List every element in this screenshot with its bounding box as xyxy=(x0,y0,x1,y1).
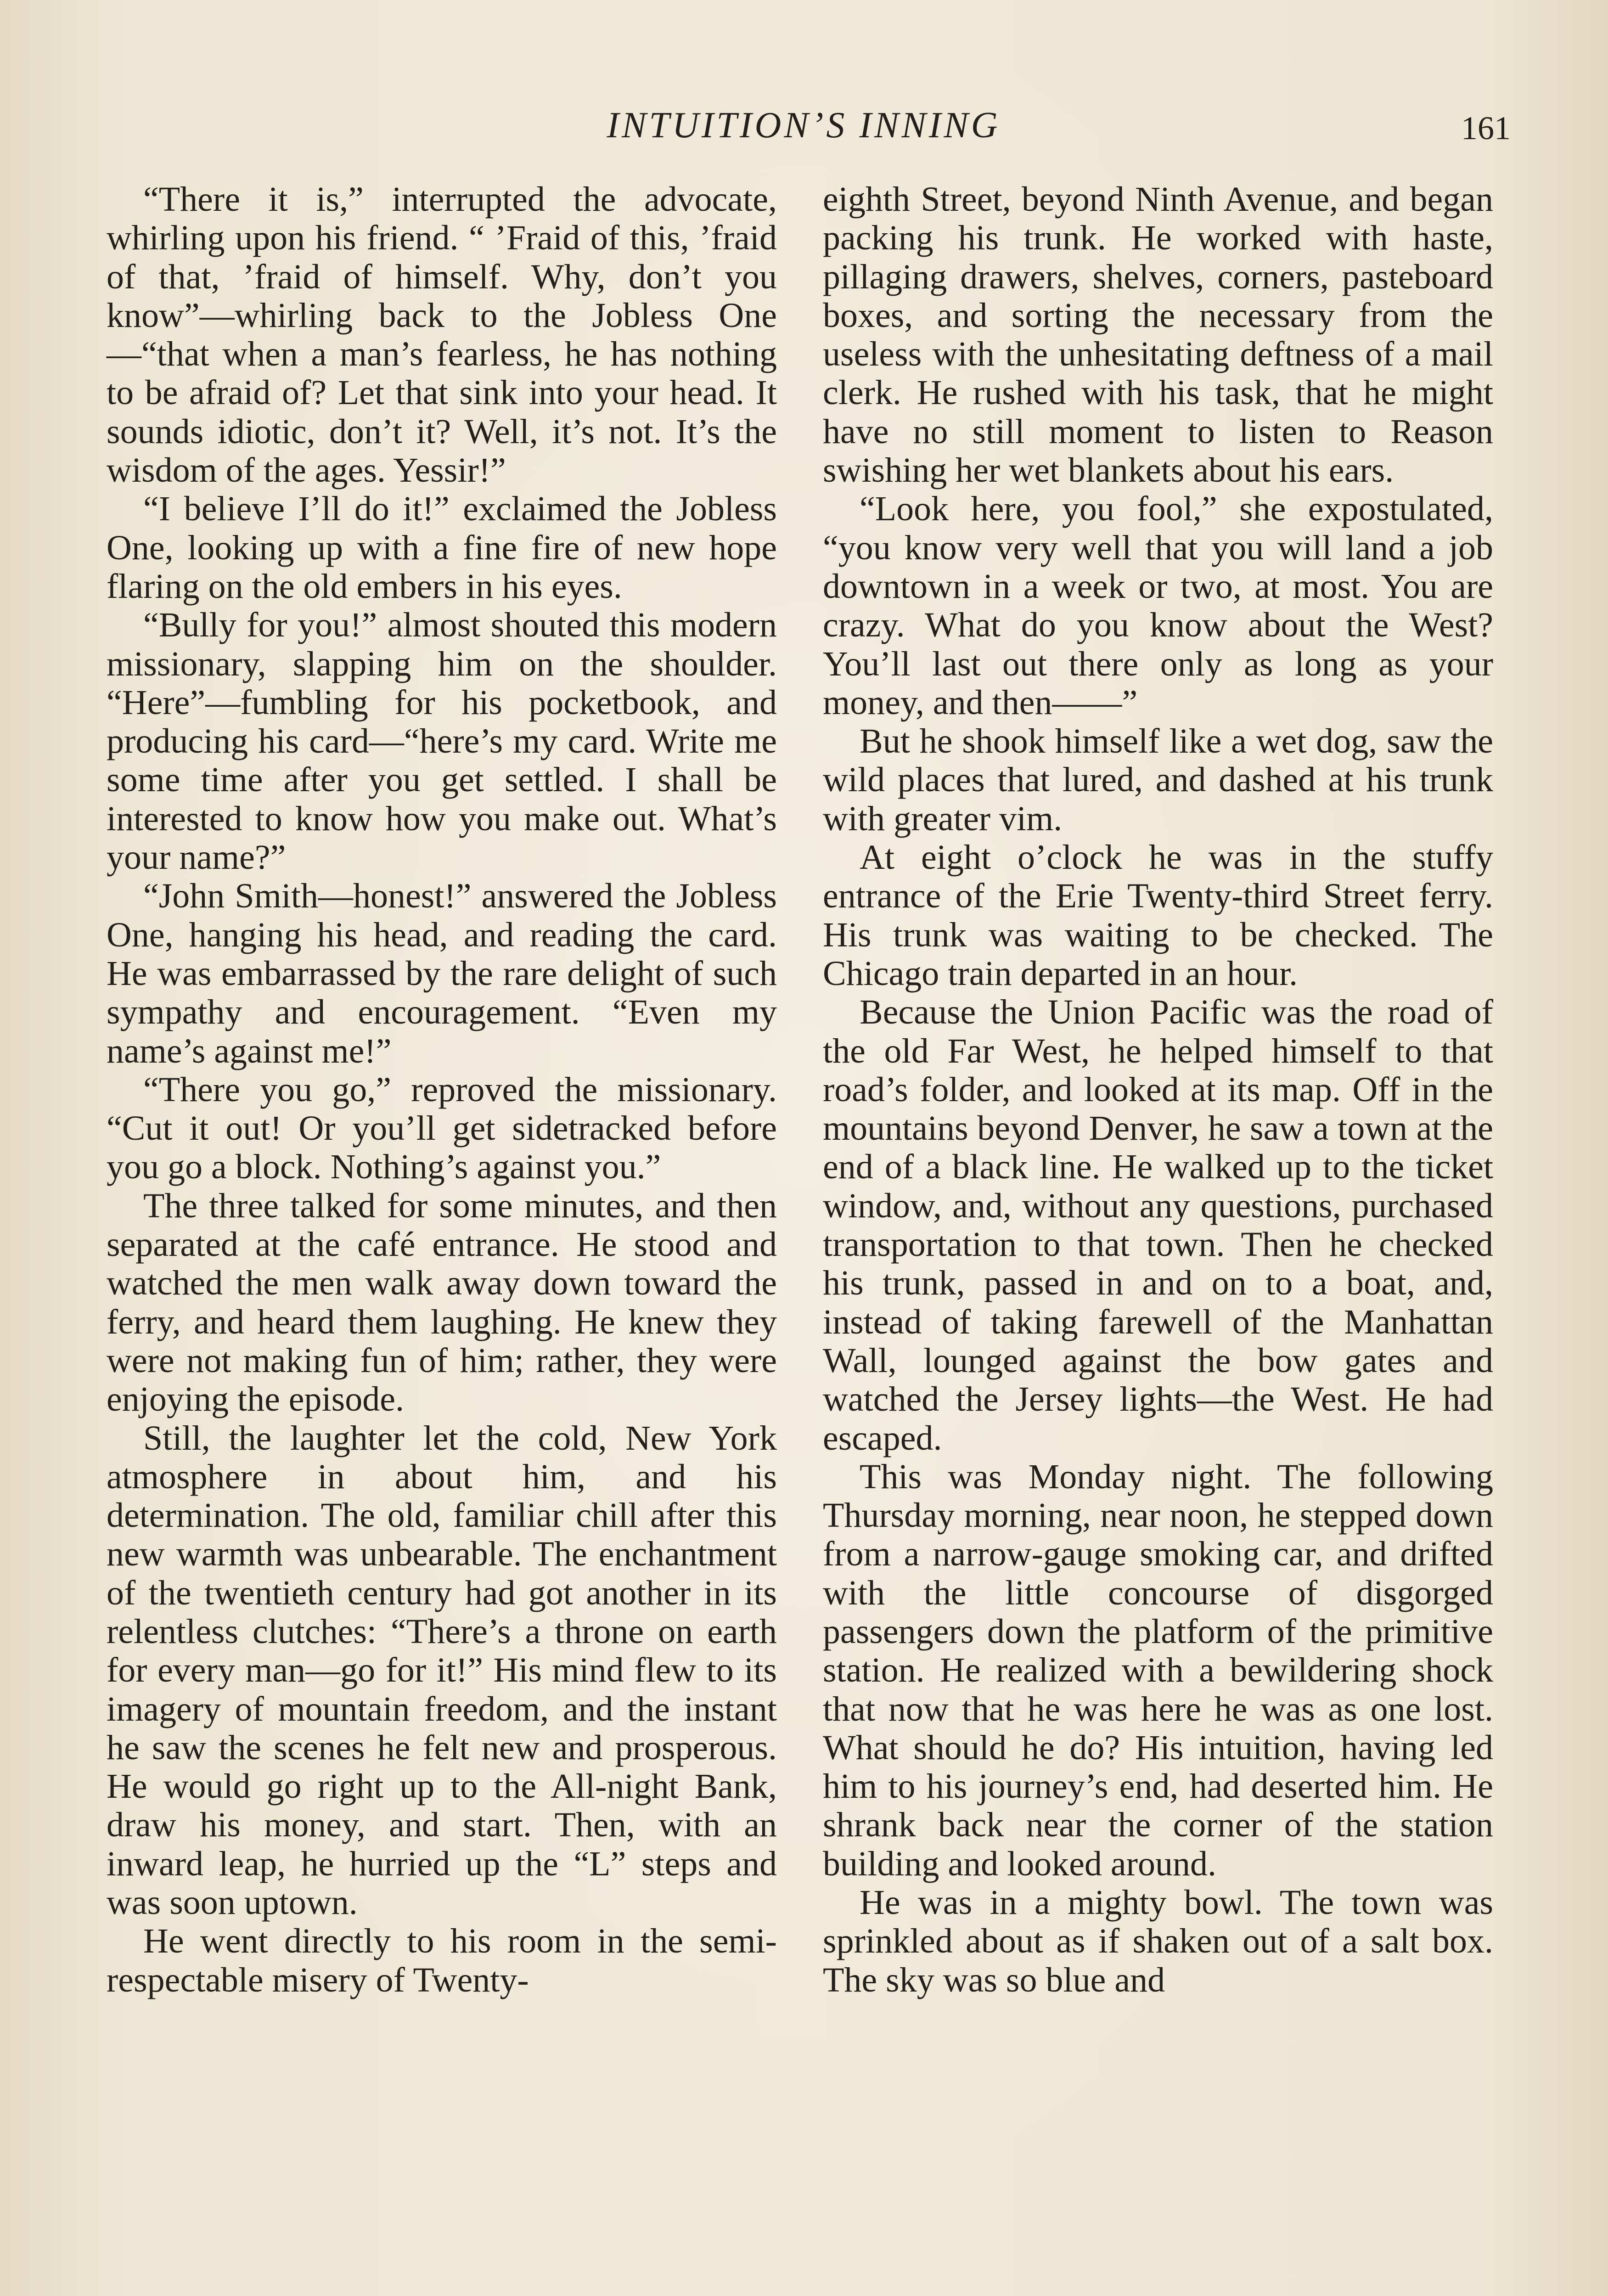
running-head: INTUITION’S INNING xyxy=(607,105,1001,146)
paragraph: Because the Union Pacific was the road of the old Far West, he helped himself to that road’s folder, and looked at its map. Off in the mountains beyond Denver, he saw a town at the end of a black line. He walked up to the ticket window, and, without any questions, purchased transportation to that town. Then he checked his trunk, passed in and on to a boat, and, instead of taking farewell of the Manhattan Wall, lounged against the bow gates and watched the Jersey lights—the West. He had escaped. xyxy=(823,993,1493,1458)
paragraph: He went directly to his room in the semi-respectable misery of Twenty- xyxy=(107,1922,777,1999)
right-column xyxy=(823,180,1493,1999)
paragraph: “Look here, you fool,” she expostulated, “you know very well that you will land a job downtown in a week or two, at most. You are crazy. What do you know about the West? You’ll last out there only as long as your money, and then——” xyxy=(823,490,1493,722)
paragraph: He was in a mighty bowl. The town was sprinkled about as if shaken out of a salt box. The sky was so blue and xyxy=(823,1883,1493,1999)
paragraph: This was Monday night. The following Thursday morning, near noon, he stepped down from a narrow-gauge smoking car, and drifted with the little concourse of disgorged passengers down the platform of the primitive station. He realized with a bewildering shock that now that he was here he was as one lost. What should he do? His intuition, having led him to his journey’s end, had deserted him. He shrank back near the corner of the station building and looked around. xyxy=(823,1457,1493,1883)
left-column xyxy=(107,180,777,1999)
paragraph-continuation: eighth Street, beyond Ninth Avenue, and began packing his trunk. He worked with haste, pillaging drawers, shelves, corners, pasteboard boxes, and sorting the necessary from the useless with the unhesitating deftness of a mail clerk. He rushed with his task, that he might have no still moment to listen to Reason swishing her wet blankets about his ears. xyxy=(823,180,1493,490)
paragraph: “Bully for you!” almost shouted this modern missionary, slapping him on the shoulder. “Here”—fumbling for his pocketbook, and producing his card—“here’s my card. Write me some time after you get settled. I shall be interested to know how you make out. What’s your name?” xyxy=(107,606,777,877)
paragraph: But he shook himself like a wet dog, saw the wild places that lured, and dashed at his trunk with greater vim. xyxy=(823,722,1493,838)
paragraph: “John Smith—honest!” answered the Jobless One, hanging his head, and reading the card. He was embarrassed by the rare delight of such sympathy and encouragement. “Even my name’s against me!” xyxy=(107,877,777,1070)
paragraph: Still, the laughter let the cold, New York atmosphere in about him, and his determination. The old, familiar chill after this new warmth was unbearable. The enchantment of the twentieth century had got another in its relentless clutches: “There’s a throne on earth for every man—go for it!” His mind flew to its imagery of mountain freedom, and the instant he saw the scenes he felt new and prosperous. He would go right up to the All-night Bank, draw his money, and start. Then, with an inward leap, he hurried up the “L” steps and was soon uptown. xyxy=(107,1418,777,1922)
paragraph: At eight o’clock he was in the stuffy entrance of the Erie Twenty-third Street ferry. His trunk was waiting to be checked. The Chicago train departed in an hour. xyxy=(823,838,1493,993)
paragraph: “There it is,” interrupted the advocate, whirling upon his friend. “ ’Fraid of this, ’fraid of that, ’fraid of himself. Why, don’t you know”—whirling back to the Jobless One—“that when a man’s fearless, he has nothing to be afraid of? Let that sink into your head. It sounds idiotic, don’t it? Well, it’s not. It’s the wisdom of the ages. Yessir!” xyxy=(107,180,777,490)
paragraph: “I believe I’ll do it!” exclaimed the Jobless One, looking up with a fine fire of new hope flaring on the old embers in his eyes. xyxy=(107,490,777,606)
page-header xyxy=(106,100,1511,151)
paragraph: “There you go,” reproved the missionary. “Cut it out! Or you’ll get sidetracked before you go a block. Nothing’s against you.” xyxy=(107,1070,777,1187)
page-number: 161 xyxy=(1461,110,1511,146)
paragraph: The three talked for some minutes, and then separated at the café entrance. He stood and watched the men walk away down toward the ferry, and heard them laughing. He knew they were not making fun of him; rather, they were enjoying the episode. xyxy=(107,1186,777,1419)
